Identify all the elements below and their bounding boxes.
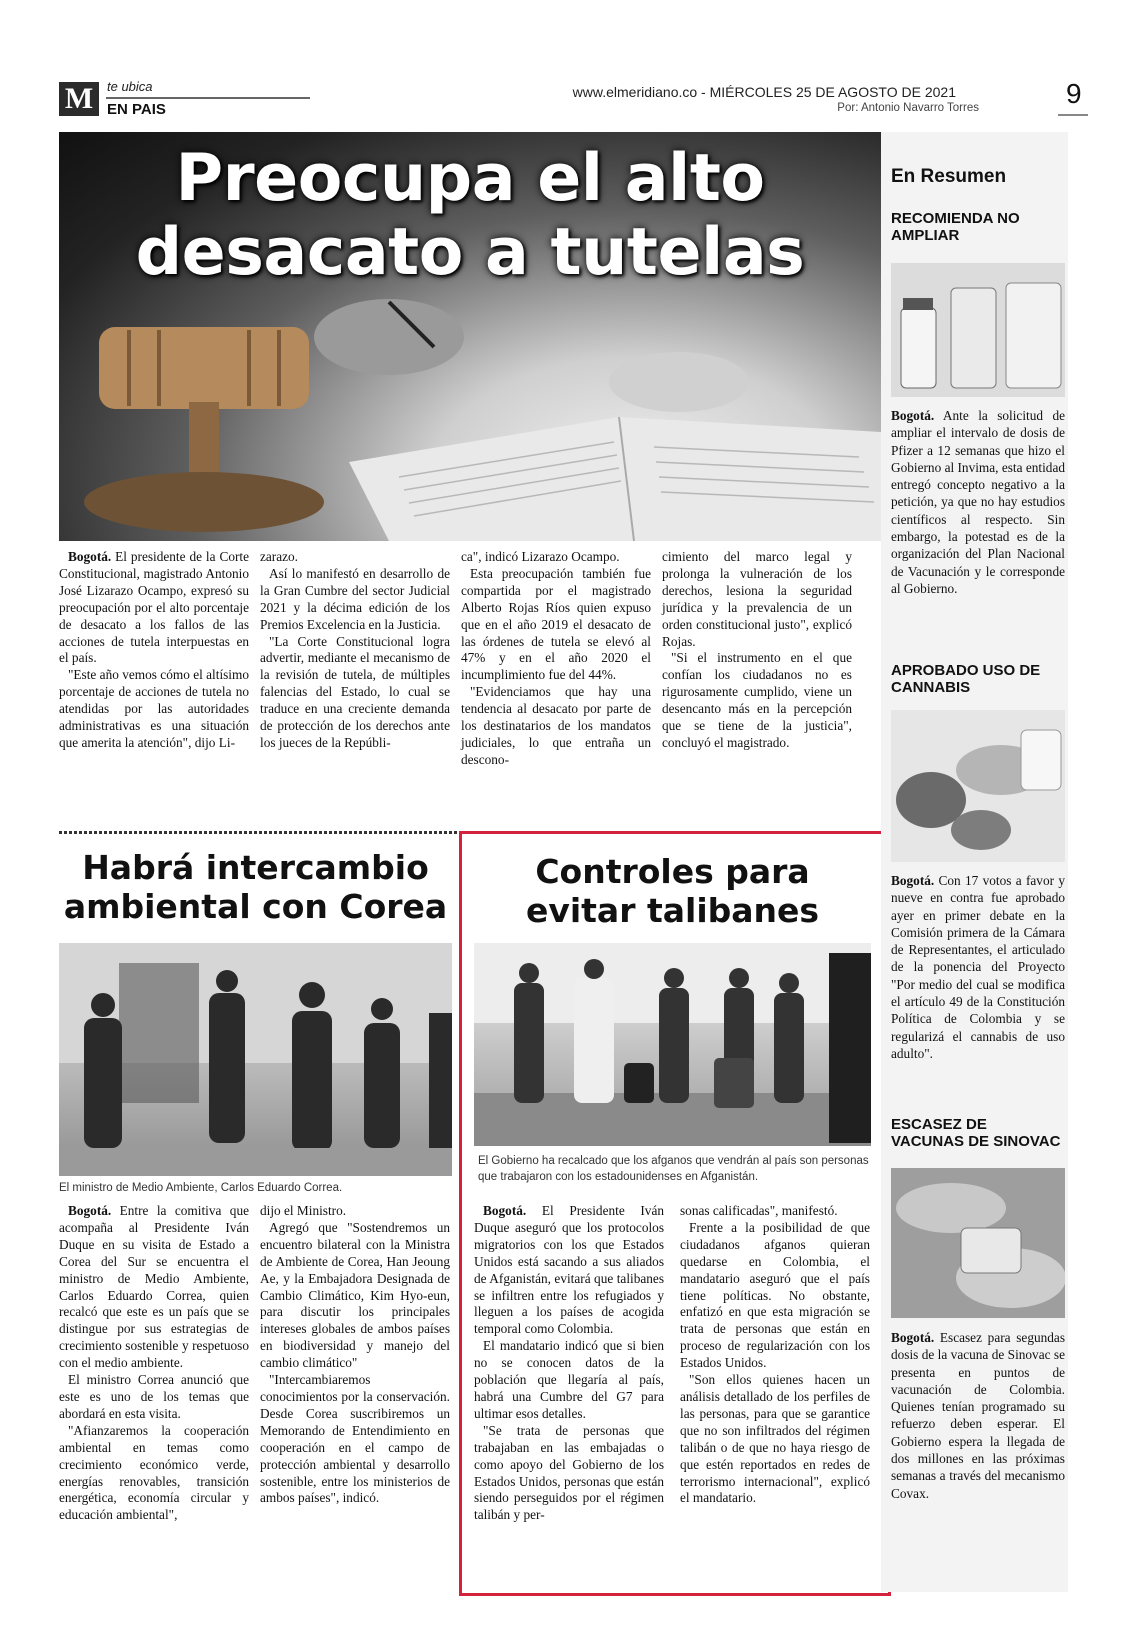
paragraph	[59, 1203, 249, 1372]
paragraph	[461, 684, 651, 769]
corea-photo	[59, 943, 452, 1176]
paragraph-text: "Son ellos quienes hacen un análisis detallado de los perfiles de las personas, para que se garantice que no son infiltrados del régimen talibán o de que no haya riesgo de que estén reportados en redes de terrorismo internacional", explicó el mandatario.	[680, 1372, 870, 1506]
paragraph	[260, 1220, 450, 1372]
sidebar-text-2	[891, 872, 1065, 1062]
sidebar-text-1	[891, 407, 1065, 597]
paragraph-text: ca", indicó Lizarazo Ocampo.	[461, 549, 620, 564]
paragraph-text: El ministro Correa anunció que este es uno de los temas que abordará en esta visita.	[59, 1372, 249, 1421]
paragraph-text: El mandatario indicó que si bien no se conocen datos de la población que llegaría al país, habrá una Cumbre del G7 para ultimar esos detalles.	[474, 1338, 664, 1421]
lead-headline-line1: Preocupa el alto	[175, 141, 765, 216]
section-label: EN PAIS	[107, 101, 166, 118]
sidebar-body-1: Ante la solicitud de ampliar el intervalo de dosis de Pfizer a 12 semanas que hizo el Gobierno al Invima, esta entidad entregó concepto negativo a la petición, ya que no hay estudios científicos al respecto. Sin embargo, la potestad es de la organización del Plan Nacional de Vacunación y le corresponde al Gobierno.	[891, 408, 1065, 596]
talibanes-headline-line2: evitar talibanes	[525, 891, 820, 930]
paragraph-text: "Si el instrumento en el que confían los ciudadanos no es rigurosamente cumplido, viene un desencanto más en la percepción que se tiene de la justicia", concluyó el magistrado.	[662, 650, 852, 750]
lead-article-column-2	[260, 549, 450, 752]
masthead-date: www.elmeridiano.co - MIÉRCOLES 25 DE AGOSTO DE 2021	[572, 84, 956, 100]
corea-article-column-2	[260, 1203, 450, 1507]
paragraph	[59, 1372, 249, 1423]
page-number-rule	[1058, 114, 1088, 116]
dateline: Bogotá.	[68, 549, 112, 564]
corea-headline	[59, 848, 452, 926]
paragraph	[260, 1203, 450, 1220]
paragraph-text: dijo el Ministro.	[260, 1203, 347, 1218]
paragraph	[260, 549, 450, 566]
sidebar-dateline-1: Bogotá.	[891, 408, 935, 423]
paragraph	[59, 667, 249, 752]
corea-article-column-1	[59, 1203, 249, 1524]
paragraph-text: "La Corte Constitucional logra advertir, mediante el mecanismo de la revisión de tutela, de múltiples falencias del Estado, lo cual se traduce en una creciente demanda de protección de los derechos ante los jueces de la Repúbli-	[260, 633, 450, 750]
sidebar-photo-vaccine-vials	[891, 263, 1065, 397]
sidebar-dateline-2: Bogotá.	[891, 873, 935, 888]
paragraph-text: "Evidenciamos que hay una tendencia al desacato por parte de los destinatarios de los mandatos judiciales, lo que entraña un descono-	[461, 684, 651, 767]
paragraph-text: sonas calificadas", manifestó.	[680, 1203, 838, 1218]
paragraph	[461, 549, 651, 566]
paragraph-text: El presidente de la Corte Constitucional, magistrado Antonio José Lizarazo Ocampo, expresó su preocupación por el alto porcentaje de desacato a los fallos de las acciones de tutela interpuestas en el país.	[59, 549, 249, 666]
paragraph	[59, 549, 249, 667]
sidebar-title: En Resumen	[891, 166, 1007, 187]
paragraph-text: El Presidente Iván Duque aseguró que los protocolos migratorios con los que Estados Unidos está sacando a sus aliados de Afganistán, evitará que talibanes se infiltren entre los refugiados y lleguen a los países de acogida temporal como Colombia.	[474, 1203, 664, 1337]
corea-headline-line1: Habrá intercambio	[82, 848, 429, 887]
lead-article-column-4	[662, 549, 852, 752]
dateline: Bogotá.	[68, 1203, 112, 1218]
paragraph-text: Agregó que "Sostendremos un encuentro bilateral con la Ministra de Ambiente de Corea, Han Jeoung Ae, y la Embajadora Designada de Cambio Climático, Kim Hyo-eun, para discutir los principales intereses globales de ambos países en biodiversidad y manejo del cambio climático"	[260, 1219, 450, 1371]
section-kicker: te ubica	[107, 79, 153, 94]
paragraph-text: "Este año vemos cómo el altísimo porcentaje de acciones de tutela no atendidas por las autoridades administrativas es una situación que amerita la atención", dijo Li-	[59, 667, 249, 750]
lead-headline	[59, 142, 881, 290]
page-number: 9	[1066, 78, 1082, 109]
paragraph	[461, 566, 651, 684]
header-rule	[106, 97, 310, 99]
sidebar-photo-sinovac	[891, 1168, 1065, 1318]
lead-article-column-1	[59, 549, 249, 752]
newspaper-logo: M	[59, 82, 99, 116]
paragraph-text: Así lo manifestó en desarrollo de la Gran Cumbre del sector Judicial 2021 y la décima edición de los Premios Excelencia en la Justicia.	[260, 565, 450, 632]
sidebar-heading-2: APROBADO USO DE CANNABIS	[891, 662, 1041, 696]
sidebar-text-3	[891, 1329, 1065, 1502]
paragraph	[662, 549, 852, 650]
paragraph	[59, 1423, 249, 1524]
paragraph	[260, 1372, 450, 1507]
paragraph-text: cimiento del marco legal y prolonga la vulneración de los derechos, lesiona la seguridad jurídica y la prevalencia de un orden constitucional justo", explicó Rojas.	[662, 549, 852, 649]
sidebar-heading-3: ESCASEZ DE VACUNAS DE SINOVAC	[891, 1116, 1061, 1150]
paragraph	[662, 650, 852, 751]
corea-photo-caption: El ministro de Medio Ambiente, Carlos Eduardo Correa.	[59, 1182, 343, 1194]
talibanes-photo-caption: El Gobierno ha recalcado que los afganos que vendrán al país son personas que trabajaron con los estadounidenses en Afganistán.	[478, 1155, 869, 1183]
paragraph	[260, 566, 450, 634]
paragraph-text: "Intercambiaremos conocimientos por la conservación. Desde Corea suscribiremos un Memorando de Entendimiento en cooperación en el campo de protección ambiental y desarrollo sostenible, entre los ministerios de ambos países", indicó.	[260, 1372, 450, 1506]
lead-article-column-3	[461, 549, 651, 769]
lead-headline-line2: desacato a tutelas	[135, 215, 805, 290]
sidebar-heading-1: RECOMIENDA NO AMPLIAR	[891, 210, 1020, 244]
highlight-frame	[459, 831, 891, 1596]
byline: Por: Antonio Navarro Torres	[837, 102, 979, 114]
talibanes-headline-line1: Controles para	[535, 852, 810, 891]
sidebar-dateline-3: Bogotá.	[891, 1330, 935, 1345]
sidebar-body-2: Con 17 votos a favor y nueve en contra fue aprobado ayer en primer debate en la Comisión primera de la Cámara de Representantes, el articulado de la ponencia del Proyecto "Por medio del cual se modifica el artículo 49 de la Constitución Política de Colombia y se regularizá el cannabis de uso adulto".	[891, 873, 1065, 1061]
paragraph-text: Entre la comitiva que acompaña al Presidente Iván Duque en su visita de Estado a Corea del Sur se encuentra el ministro de Medio Ambiente, Carlos Eduardo Correa, quien recalcó que este es un país que se distingue por sus estrategias de crecimiento sostenible y respetuoso con el medio ambiente.	[59, 1203, 249, 1371]
paragraph-text: Esta preocupación también fue compartida por el magistrado Alberto Rojas Ríos quien expuso que en el año 2019 el desacato de las órdenes de tutela se elevó al 47% y en el año 2020 el incumplimiento fue del 44%.	[461, 565, 651, 683]
sidebar-body-3: Escasez para segundas dosis de la vacuna de Sinovac se presenta en puntos de vacunación de Colombia. Quienes tenían programado su refuerzo deben esperar. El Gobierno espera la llegada de dos millones en las próximas semanas a través del mecanismo Covax.	[891, 1330, 1065, 1501]
paragraph-text: "Afianzaremos la cooperación ambiental en temas como crecimiento económico verde, energías renovables, transición energética, economía circular y educación ambiental",	[59, 1422, 249, 1523]
paragraph-text: Frente a la posibilidad de que ciudadanos afganos quieran quedarse en Colombia, el mandatario aseguró que el país tiene políticas. No obstante, enfatizó en que esta migración se trata de personas que están en proceso de regularización con los Estados Unidos.	[680, 1219, 870, 1371]
paragraph-text: zarazo.	[260, 549, 299, 564]
paragraph-text: "Se trata de personas que trabajaban en las embajadas o como apoyo del Gobierno de los Estados Unidos, personas que están siendo perseguidos por el régimen talibán y per-	[474, 1422, 664, 1523]
dateline: Bogotá.	[483, 1203, 527, 1218]
corea-headline-line2: ambiental con Corea	[63, 887, 448, 926]
paragraph	[260, 634, 450, 752]
sidebar-photo-cannabis	[891, 710, 1065, 862]
